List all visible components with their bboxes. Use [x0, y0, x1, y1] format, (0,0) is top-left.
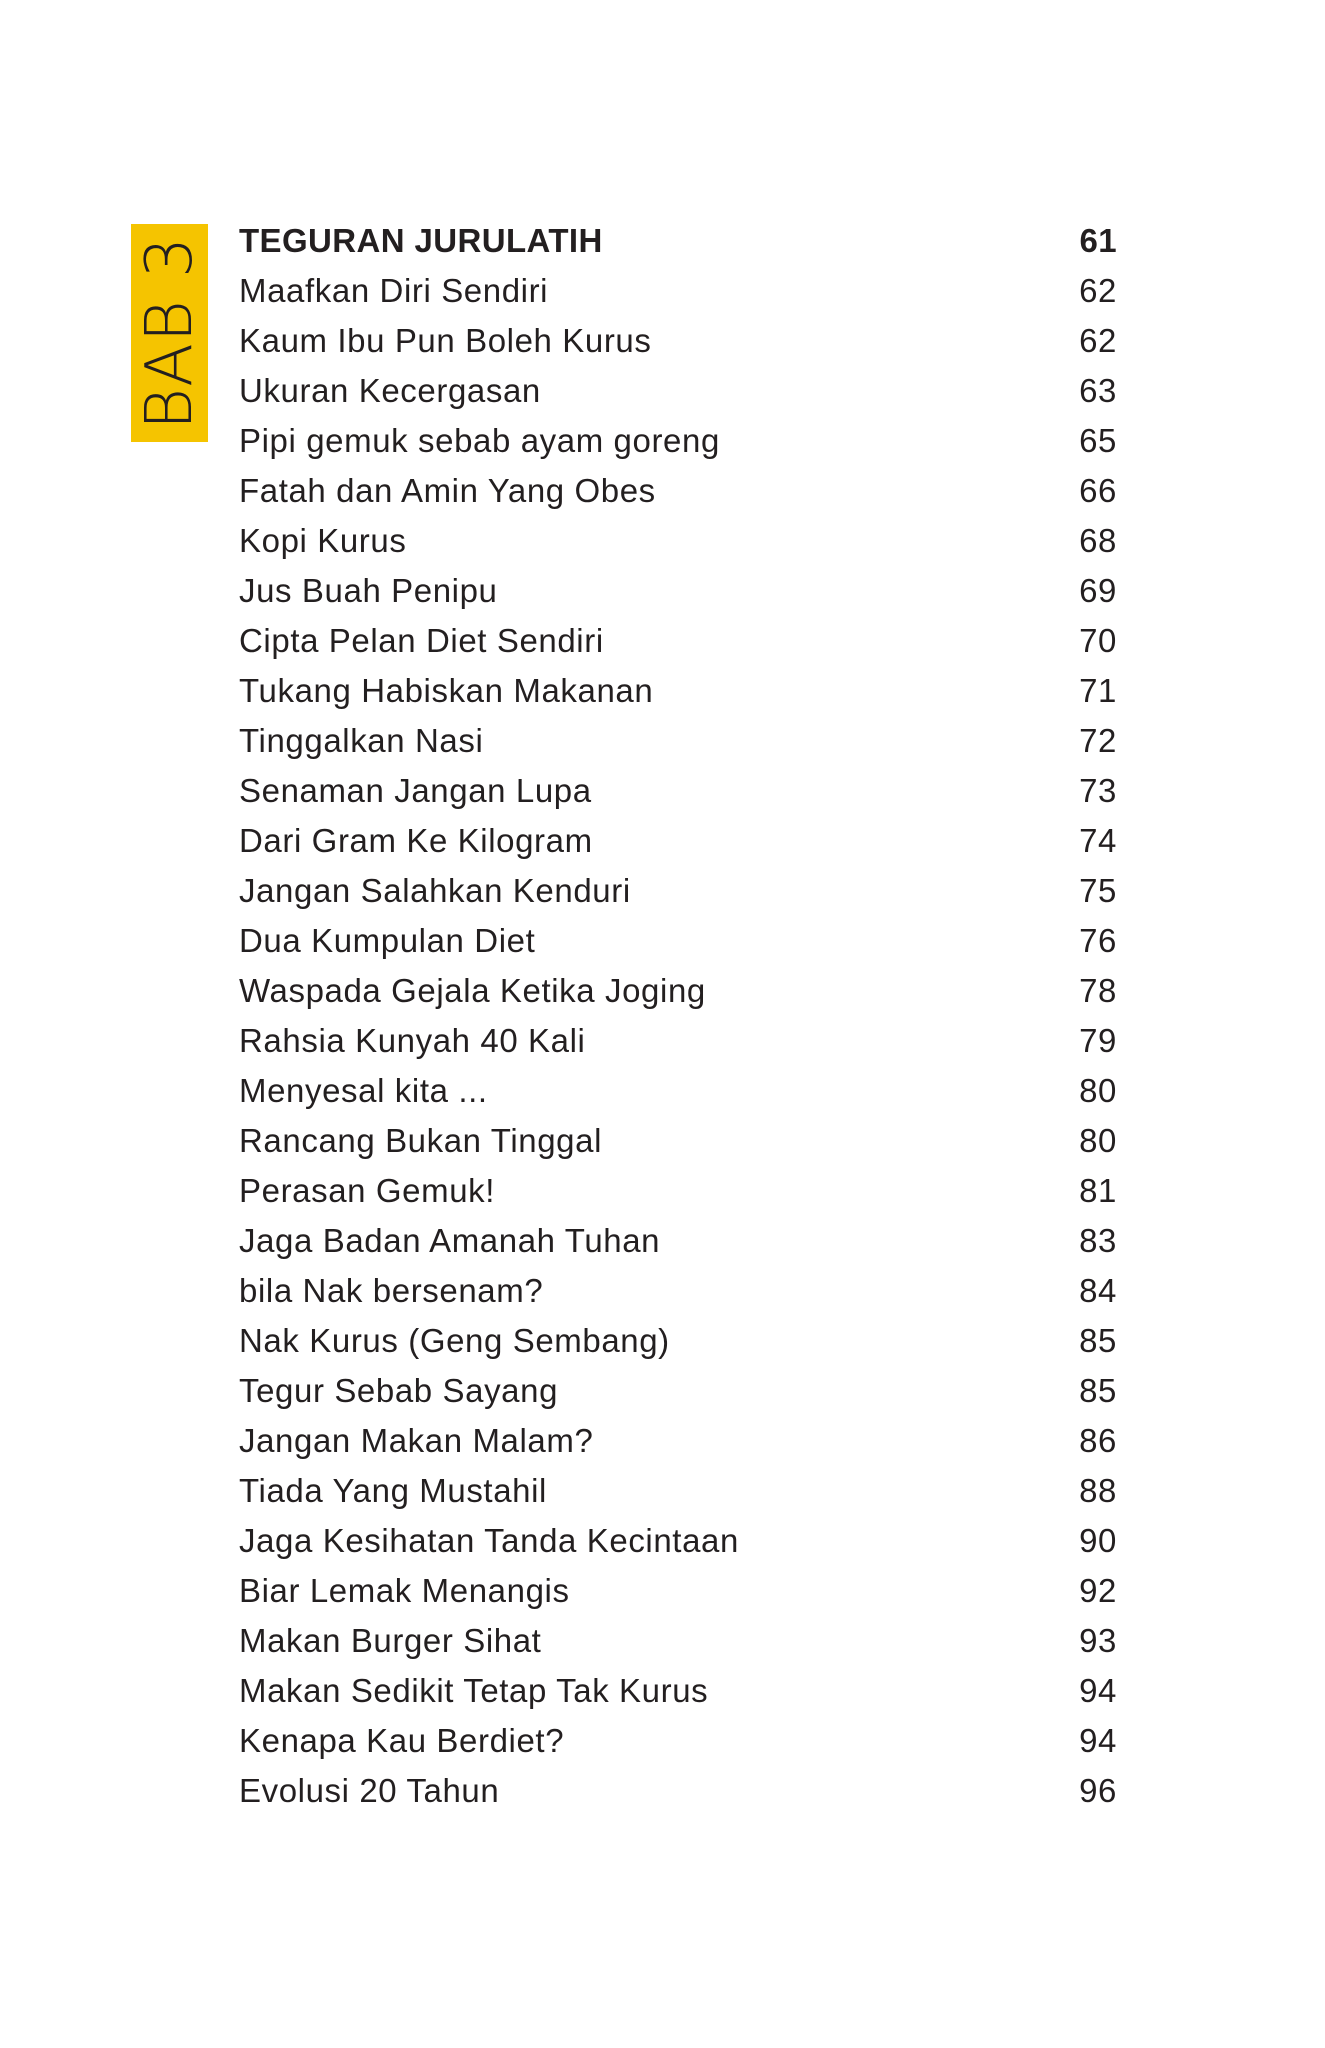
toc-entry[interactable]	[239, 266, 1117, 316]
toc-entry-title: Ukuran Kecergasan	[239, 372, 541, 409]
toc-entry[interactable]	[239, 1416, 1117, 1466]
toc-entry-title: Perasan Gemuk!	[239, 1172, 496, 1209]
toc-entry-title: Kenapa Kau Berdiet?	[239, 1722, 565, 1759]
toc-entry[interactable]	[239, 1366, 1117, 1416]
toc-entry-title: Tukang Habiskan Makanan	[239, 672, 654, 709]
toc-entry[interactable]	[239, 1716, 1117, 1766]
toc-entry-title: Jangan Salahkan Kenduri	[239, 872, 631, 909]
toc-entry-page: 81	[1079, 1172, 1117, 1209]
toc-entry[interactable]	[239, 1166, 1117, 1216]
toc-entry[interactable]	[239, 1116, 1117, 1166]
toc-entry-page: 74	[1079, 822, 1117, 859]
toc-entry[interactable]	[239, 716, 1117, 766]
toc-entry-title: Biar Lemak Menangis	[239, 1572, 570, 1609]
toc-entry[interactable]	[239, 966, 1117, 1016]
toc-entry-title: Jus Buah Penipu	[239, 572, 498, 609]
toc-entry-title: Rahsia Kunyah 40 Kali	[239, 1022, 586, 1059]
toc-heading-row[interactable]	[239, 216, 1117, 266]
toc-entry-page: 70	[1079, 622, 1117, 659]
toc-entry-title: Senaman Jangan Lupa	[239, 772, 592, 809]
toc-entry-page: 69	[1079, 572, 1117, 609]
chapter-tab	[131, 224, 208, 442]
toc-entry[interactable]	[239, 1766, 1117, 1816]
toc-entry-title: Evolusi 20 Tahun	[239, 1772, 500, 1809]
toc-entry-page: 75	[1079, 872, 1117, 909]
toc-entry-page: 68	[1079, 522, 1117, 559]
toc-entry-title: bila Nak bersenam?	[239, 1272, 544, 1309]
toc-entry[interactable]	[239, 366, 1117, 416]
toc-entry-page: 84	[1079, 1272, 1117, 1309]
toc-entry[interactable]	[239, 316, 1117, 366]
toc-entry-page: 79	[1079, 1022, 1117, 1059]
toc-entry-title: Cipta Pelan Diet Sendiri	[239, 622, 604, 659]
toc-entry[interactable]	[239, 766, 1117, 816]
toc-heading-title: TEGURAN JURULATIH	[239, 222, 603, 259]
toc-entry-page: 88	[1079, 1472, 1117, 1509]
toc-entry-title: Jaga Kesihatan Tanda Kecintaan	[239, 1522, 739, 1559]
toc-entry-page: 85	[1079, 1372, 1117, 1409]
toc-entry-page: 76	[1079, 922, 1117, 959]
toc-entry-title: Waspada Gejala Ketika Joging	[239, 972, 706, 1009]
toc-entry-title: Dua Kumpulan Diet	[239, 922, 536, 959]
toc-entry[interactable]	[239, 516, 1117, 566]
toc-entry-title: Dari Gram Ke Kilogram	[239, 822, 593, 859]
toc-heading-page: 61	[1079, 222, 1117, 259]
toc-entry-title: Rancang Bukan Tinggal	[239, 1122, 603, 1159]
toc-entry-page: 96	[1079, 1772, 1117, 1809]
toc-entry[interactable]	[239, 816, 1117, 866]
toc-entry-page: 92	[1079, 1572, 1117, 1609]
table-of-contents	[239, 216, 1117, 1816]
toc-entry-title: Makan Burger Sihat	[239, 1622, 542, 1659]
toc-entry-page: 78	[1079, 972, 1117, 1009]
toc-entry-page: 71	[1079, 672, 1117, 709]
toc-entry-page: 62	[1079, 272, 1117, 309]
toc-entry[interactable]	[239, 1066, 1117, 1116]
toc-entry-title: Menyesal kita ...	[239, 1072, 488, 1109]
toc-entry[interactable]	[239, 1466, 1117, 1516]
toc-entry-page: 85	[1079, 1322, 1117, 1359]
toc-entry[interactable]	[239, 666, 1117, 716]
toc-entry-title: Jangan Makan Malam?	[239, 1422, 594, 1459]
toc-entry[interactable]	[239, 866, 1117, 916]
toc-entry[interactable]	[239, 916, 1117, 966]
toc-entry-title: Kopi Kurus	[239, 522, 407, 559]
toc-entry-page: 72	[1079, 722, 1117, 759]
toc-entry-page: 63	[1079, 372, 1117, 409]
toc-entry[interactable]	[239, 1016, 1117, 1066]
toc-entry[interactable]	[239, 1316, 1117, 1366]
toc-entry[interactable]	[239, 1216, 1117, 1266]
toc-entry-title: Pipi gemuk sebab ayam goreng	[239, 422, 720, 459]
toc-entry-page: 86	[1079, 1422, 1117, 1459]
toc-entry[interactable]	[239, 616, 1117, 666]
toc-entry-page: 66	[1079, 472, 1117, 509]
toc-entry-title: Tegur Sebab Sayang	[239, 1372, 559, 1409]
toc-entry-page: 73	[1079, 772, 1117, 809]
toc-entry[interactable]	[239, 1666, 1117, 1716]
toc-entry-page: 65	[1079, 422, 1117, 459]
toc-entry-title: Kaum Ibu Pun Boleh Kurus	[239, 322, 652, 359]
toc-entry-page: 62	[1079, 322, 1117, 359]
chapter-label: BAB 3	[132, 236, 207, 430]
toc-entry-title: Tiada Yang Mustahil	[239, 1472, 547, 1509]
toc-entry[interactable]	[239, 1566, 1117, 1616]
toc-entry-page: 90	[1079, 1522, 1117, 1559]
toc-entry-page: 83	[1079, 1222, 1117, 1259]
toc-entry[interactable]	[239, 466, 1117, 516]
toc-entry-title: Nak Kurus (Geng Sembang)	[239, 1322, 670, 1359]
toc-entry-title: Jaga Badan Amanah Tuhan	[239, 1222, 661, 1259]
toc-entry[interactable]	[239, 416, 1117, 466]
toc-entry[interactable]	[239, 566, 1117, 616]
toc-entry[interactable]	[239, 1516, 1117, 1566]
toc-entry-page: 94	[1079, 1722, 1117, 1759]
toc-entry-title: Fatah dan Amin Yang Obes	[239, 472, 656, 509]
toc-entry[interactable]	[239, 1616, 1117, 1666]
toc-entry-page: 80	[1079, 1122, 1117, 1159]
toc-entry-page: 80	[1079, 1072, 1117, 1109]
toc-entry-title: Maafkan Diri Sendiri	[239, 272, 549, 309]
toc-entry-title: Tinggalkan Nasi	[239, 722, 484, 759]
toc-entry-title: Makan Sedikit Tetap Tak Kurus	[239, 1672, 709, 1709]
toc-entry[interactable]	[239, 1266, 1117, 1316]
toc-entry-page: 94	[1079, 1672, 1117, 1709]
toc-entry-page: 93	[1079, 1622, 1117, 1659]
